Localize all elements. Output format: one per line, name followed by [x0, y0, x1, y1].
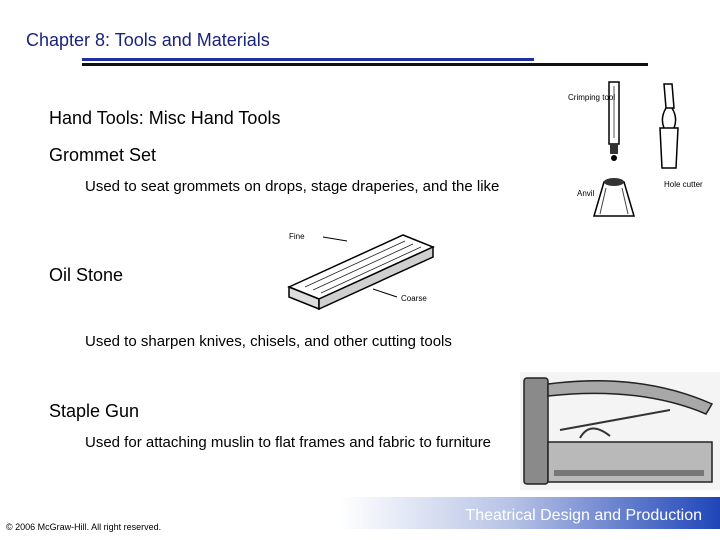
oil-stone-illustration [285, 225, 445, 315]
oil-stone-heading: Oil Stone [49, 265, 124, 285]
footer-book-title: Theatrical Design and Production [465, 507, 702, 524]
chapter-title: Chapter 8: Tools and Materials [26, 30, 270, 50]
crimping-tool-collar [610, 144, 618, 154]
anvil-body [594, 182, 634, 216]
staple-gun-illustration [520, 372, 720, 490]
grommet-set-illustration [560, 78, 703, 228]
fine-label: Fine [289, 232, 305, 241]
header-rule-blue [82, 58, 534, 61]
copyright-notice: © 2006 McGraw-Hill. All right reserved. [6, 522, 162, 532]
hole-cutter-neck [662, 108, 666, 128]
hole-cutter-body [660, 128, 678, 168]
oil-stone-description: Used to sharpen knives, chisels, and other cutting tools [85, 333, 452, 350]
hole-cutter-label: Hole cutter [664, 180, 703, 189]
staple-gun-front [524, 378, 548, 484]
staple-gun-magazine [554, 470, 704, 476]
crimping-tool-tip [611, 155, 617, 161]
coarse-label: Coarse [401, 294, 427, 303]
section-heading: Hand Tools: Misc Hand Tools [49, 108, 281, 128]
header-rule-black [82, 63, 648, 66]
grommet-set-heading: Grommet Set [49, 145, 157, 165]
staple-gun-heading: Staple Gun [49, 401, 140, 421]
crimping-tool-label: Crimping tool [568, 93, 616, 102]
grommet-set-description: Used to seat grommets on drops, stage draperies, and the like [85, 178, 500, 195]
hole-cutter-neck-right [672, 108, 676, 128]
staple-gun-description: Used for attaching muslin to flat frames and fabric to furniture [85, 434, 492, 451]
anvil-top [604, 178, 624, 186]
coarse-pointer [373, 289, 397, 297]
fine-pointer [323, 237, 347, 241]
anvil-label: Anvil [577, 189, 595, 198]
hole-cutter-handle [664, 84, 674, 108]
